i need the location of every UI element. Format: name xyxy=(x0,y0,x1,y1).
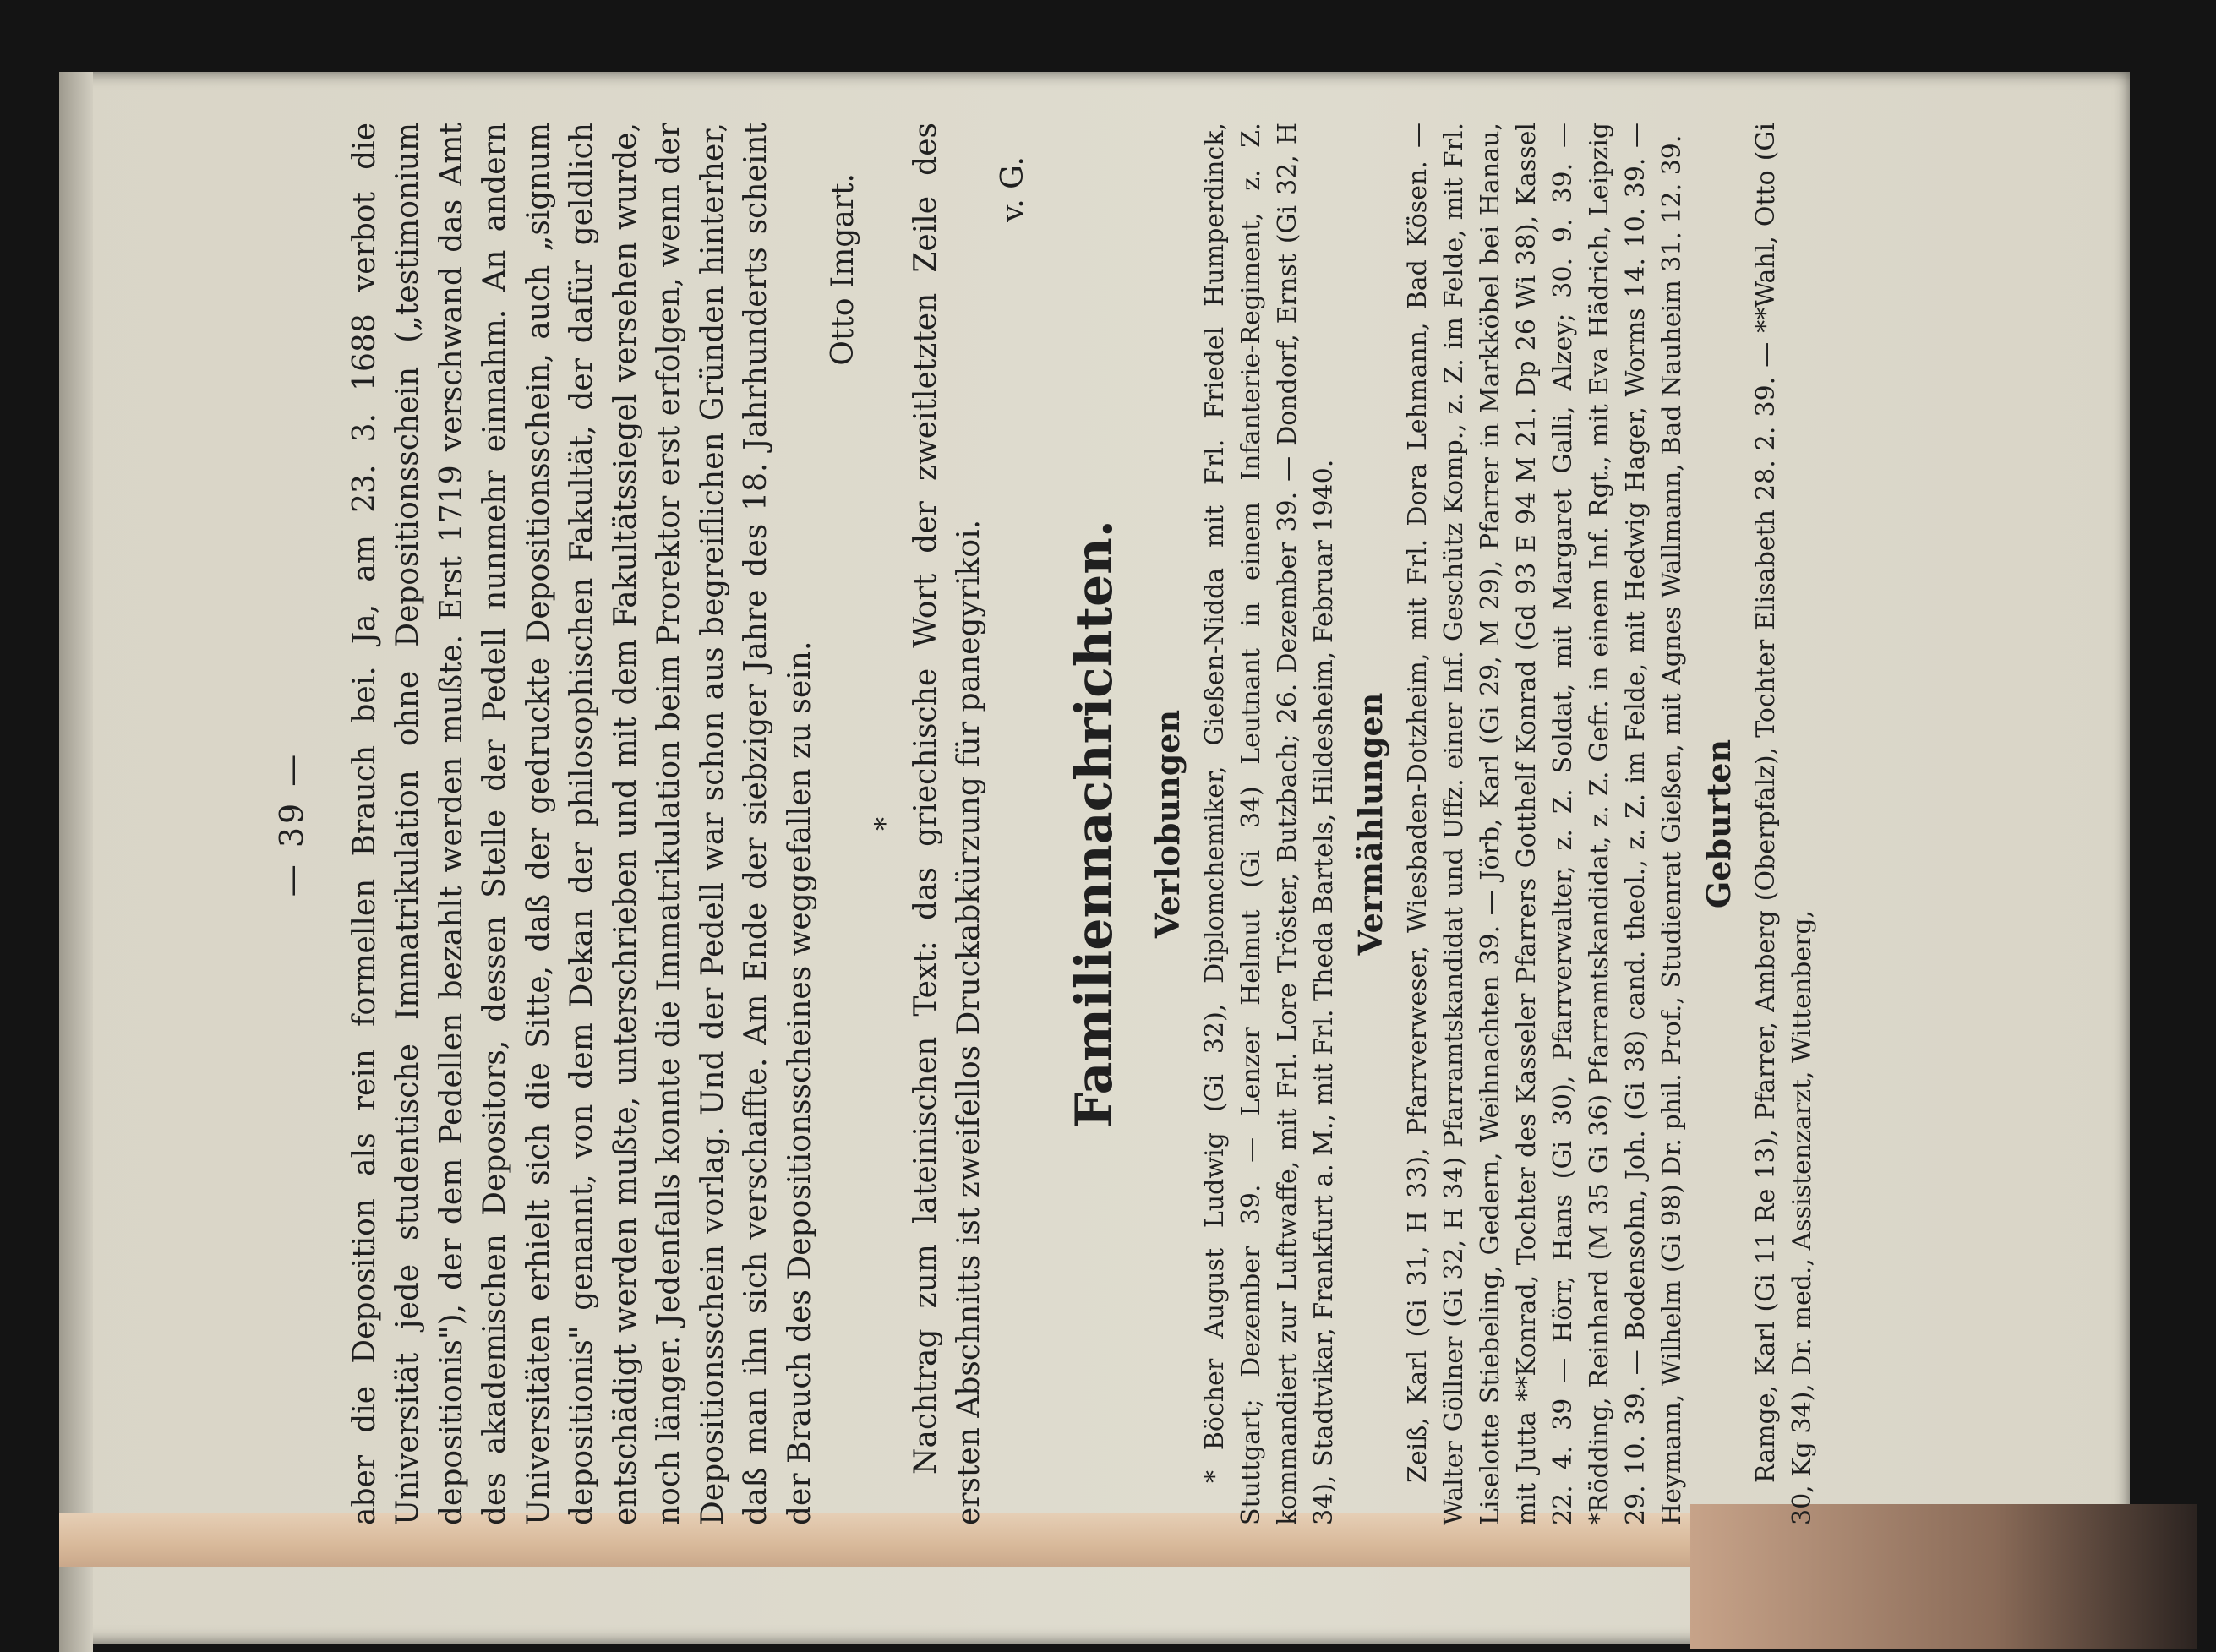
page-edge-shadow xyxy=(59,72,93,1652)
book-cover-corner xyxy=(1690,1504,2197,1649)
vermaehlungen-text: Zeiß, Karl (Gi 31, H 33), Pfarrverweser, Wiesbaden-Dotzheim, mit Frl. Dora Lehmann, Bad Kösen. — Walter Göllner (Gi 32, H 34) Pfarramtskandidat und Uffz. einer Inf. Geschütz Komp., z. Z. im Felde, mit Frl. Liselotte Stiebeling, Gedern, Weihnachten 39. — Jörb, Karl (Gi 29, M 29), Pfarrer in Markköbel bei Hanau, mit Jutta **Konrad, Tochter des Kasseler Pfarrers Gotthelf Konrad (Gd 93 E 94 M 21. Dp 26 Wi 38), Kassel 22. 4. 39 — Hörr, Hans (Gi 30), Pfarrverwalter, z. Z. Soldat, mit Margaret Galli, Alzey; 30. 9. 39. — *Rödding, Reinhard (M 35 Gi 36) Pfarramtskandidat, z. Z. Gefr. in einem Inf. Rgt., mit Eva Hädrich, Leipzig 29. 10. 39. — Bodensohn, Joh. (Gi 38) cand. theol., z. Z. im Felde, mit Hedwig Hager, Worms 14. 10. 39. — Heymann, Wilhelm (Gi 98) Dr. phil. Prof., Studienrat Gießen, mit Agnes Wallmann, Bad Nauheim 31. 12. 39. xyxy=(1403,123,1687,1525)
verlobungen-text: * Böcher August Ludwig (Gi 32), Diplomchemiker, Gießen-Nidda mit Frl. Friedel Humperdinck, Stuttgart; Dezember 39. — Lenzer Helmut (Gi 34) Leutnant in einem Infanterie-Regiment, z. Z. kommandiert zur Luftwaffe, mit Frl. Lore Tröster, Butzbach; 26. Dezember 39. — Dondorf, Ernst (Gi 32, H 34), Stadtvikar, Frankfurt a. M., mit Frl. Theda Bartels, Hildesheim, Februar 1940. xyxy=(1200,123,1339,1525)
subheading-verlobungen: Verlobungen xyxy=(1149,709,1187,939)
page-number: — 39 — xyxy=(273,750,310,897)
body-paragraph: aber die Deposition als rein formellen Brauch bei. Ja, am 23. 3. 1688 verbot die Universität jede studentische Immatrikulation ohne Depositionsschein („testimonium depositionis"), der dem Pedellen bezahlt werden mußte. Erst 1719 verschwand das Amt des akademischen Depositors, dessen Stelle der Pedell nunmehr einnahm. An andern Universitäten erhielt sich die Sitte, daß der gedruckte Depositionsschein, auch „signum depositionis" genannt, von dem Dekan der philosophischen Fakultät, der dafür geldlich entschädigt werden mußte, unterschrieben und mit dem Fakultätssiegel versehen wurde, noch länger. Jedenfalls konnte die Immatrikulation beim Prorektor erst erfolgen, wenn der Depositionsschein vorlag. Und der Pedell war schon aus begreiflichen Gründen hinterher, daß man ihn sich verschaffte. Am Ende der siebziger Jahre des 18. Jahrhunderts scheint der Brauch des Depositionsscheines weggefallen zu sein. xyxy=(347,123,817,1525)
geburten-text: Ramge, Karl (Gi 11 Re 13), Pfarrer, Amberg (Oberpfalz), Tochter Elisabeth 28. 2. 39. — **Wahl, Otto (Gi 30, Kg 34), Dr. med., Assistenzarzt, Wittenberg, xyxy=(1751,123,1817,1525)
addendum-paragraph: Nachtrag zum lateinischen Text: das griechische Wort der zweitletzten Zeile des ersten Abschnitts ist zweifellos Druckabkürzung für panegyrikoi. xyxy=(908,123,986,1525)
author-signature: Otto Imgart. xyxy=(826,173,860,366)
page-text-block xyxy=(270,123,2011,1525)
section-heading: Familiennachrichten. xyxy=(1065,520,1124,1128)
subheading-geburten: Geburten xyxy=(1700,739,1738,909)
subheading-vermaehlungen: Vermählungen xyxy=(1351,692,1389,956)
separator-star: * xyxy=(868,817,901,831)
addendum-signature: v. G. xyxy=(995,156,1030,222)
